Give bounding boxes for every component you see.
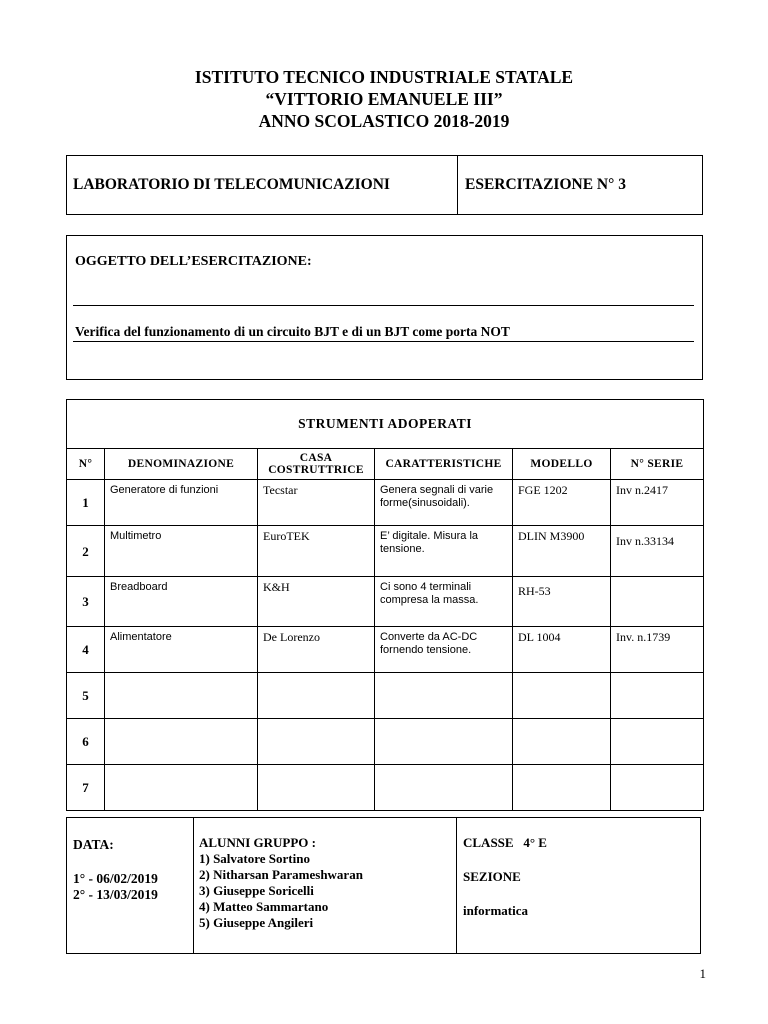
student-name: 1) Salvatore Sortino xyxy=(199,851,310,866)
cell-maker xyxy=(258,719,375,765)
cell-features: E’ digitale. Misura la tensione. xyxy=(375,526,513,577)
cell-name: Generatore di funzioni xyxy=(105,480,258,526)
cell-features xyxy=(375,765,513,811)
cell-name xyxy=(105,765,258,811)
date-entry: 2° - 13/03/2019 xyxy=(73,887,158,902)
tools-table xyxy=(66,399,704,811)
object-text: Verifica del funzionamento di un circuito BJT e di un BJT come porta NOT xyxy=(75,324,510,339)
cell-maker: K&H xyxy=(258,577,375,627)
cell-features xyxy=(375,719,513,765)
divider-line xyxy=(73,341,694,342)
cell-features: Converte da AC-DC fornendo tensione. xyxy=(375,627,513,673)
tools-title-row xyxy=(67,400,704,449)
object-box xyxy=(66,235,703,380)
cell-serial xyxy=(611,765,704,811)
cell-name xyxy=(105,719,258,765)
cell-model xyxy=(513,719,611,765)
row-number: 2 xyxy=(67,526,105,577)
students-column xyxy=(194,818,457,953)
date-column xyxy=(67,818,194,953)
lab-box xyxy=(66,155,703,215)
student-name: 4) Matteo Sammartano xyxy=(199,899,329,914)
table-row xyxy=(67,577,704,627)
cell-serial: Inv n.2417 xyxy=(611,480,704,526)
col-header-features: CARATTERISTICHE xyxy=(375,449,513,480)
date-label: DATA: xyxy=(73,837,114,852)
document-header xyxy=(0,66,768,132)
cell-model: RH-53 xyxy=(513,577,611,627)
cell-model: DL 1004 xyxy=(513,627,611,673)
cell-model: DLIN M3900 xyxy=(513,526,611,577)
row-number: 4 xyxy=(67,627,105,673)
cell-serial xyxy=(611,577,704,627)
student-name: 3) Giuseppe Soricelli xyxy=(199,883,314,898)
cell-maker xyxy=(258,673,375,719)
table-row xyxy=(67,765,704,811)
row-number: 5 xyxy=(67,673,105,719)
student-name: 2) Nitharsan Parameshwaran xyxy=(199,867,363,882)
section-value: informatica xyxy=(463,903,528,918)
table-row xyxy=(67,673,704,719)
table-row xyxy=(67,627,704,673)
cell-maker xyxy=(258,765,375,811)
cell-name: Breadboard xyxy=(105,577,258,627)
institute-name: ISTITUTO TECNICO INDUSTRIALE STATALE xyxy=(194,67,574,87)
col-header-maker: CASA COSTRUTTRICE xyxy=(258,449,375,480)
row-number: 6 xyxy=(67,719,105,765)
cell-features: Genera segnali di varie forme(sinusoidali). xyxy=(375,480,513,526)
object-label: OGGETTO DELL’ESERCITAZIONE: xyxy=(75,254,312,269)
cell-maker: De Lorenzo xyxy=(258,627,375,673)
exercise-number: ESERCITAZIONE N° 3 xyxy=(465,176,626,193)
table-row xyxy=(67,526,704,577)
lab-title: LABORATORIO DI TELECOMUNICAZIONI xyxy=(67,156,458,214)
row-number: 1 xyxy=(67,480,105,526)
col-header-number: N° xyxy=(67,449,105,480)
cell-name xyxy=(105,673,258,719)
cell-model: FGE 1202 xyxy=(513,480,611,526)
cell-serial: Inv. n.1739 xyxy=(611,627,704,673)
tools-title: STRUMENTI ADOPERATI xyxy=(67,400,704,449)
school-year: ANNO SCOLASTICO 2018-2019 xyxy=(258,111,510,131)
cell-features xyxy=(375,673,513,719)
student-name: 5) Giuseppe Angileri xyxy=(199,915,314,930)
cell-model xyxy=(513,765,611,811)
cell-name: Multimetro xyxy=(105,526,258,577)
col-header-serial: N° SERIE xyxy=(611,449,704,480)
table-row xyxy=(67,719,704,765)
class-label: CLASSE 4° E xyxy=(463,835,547,850)
class-column xyxy=(457,818,700,953)
group-label: ALUNNI GRUPPO : xyxy=(199,835,316,850)
cell-serial xyxy=(611,719,704,765)
divider-line xyxy=(73,305,694,306)
col-header-model: MODELLO xyxy=(513,449,611,480)
page-number: 1 xyxy=(699,966,706,981)
cell-serial: Inv n.33134 xyxy=(611,526,704,577)
row-number: 3 xyxy=(67,577,105,627)
cell-name: Alimentatore xyxy=(105,627,258,673)
info-box xyxy=(66,817,701,954)
section-label: SEZIONE xyxy=(463,869,521,884)
cell-model xyxy=(513,673,611,719)
institute-subtitle: “VITTORIO EMANUELE III” xyxy=(265,89,503,109)
cell-maker: EuroTEK xyxy=(258,526,375,577)
cell-maker: Tecstar xyxy=(258,480,375,526)
date-entry: 1° - 06/02/2019 xyxy=(73,871,158,886)
row-number: 7 xyxy=(67,765,105,811)
cell-features: Ci sono 4 terminali compresa la massa. xyxy=(375,577,513,627)
table-header-row xyxy=(67,449,704,480)
col-header-name: DENOMINAZIONE xyxy=(105,449,258,480)
cell-serial xyxy=(611,673,704,719)
table-row xyxy=(67,480,704,526)
